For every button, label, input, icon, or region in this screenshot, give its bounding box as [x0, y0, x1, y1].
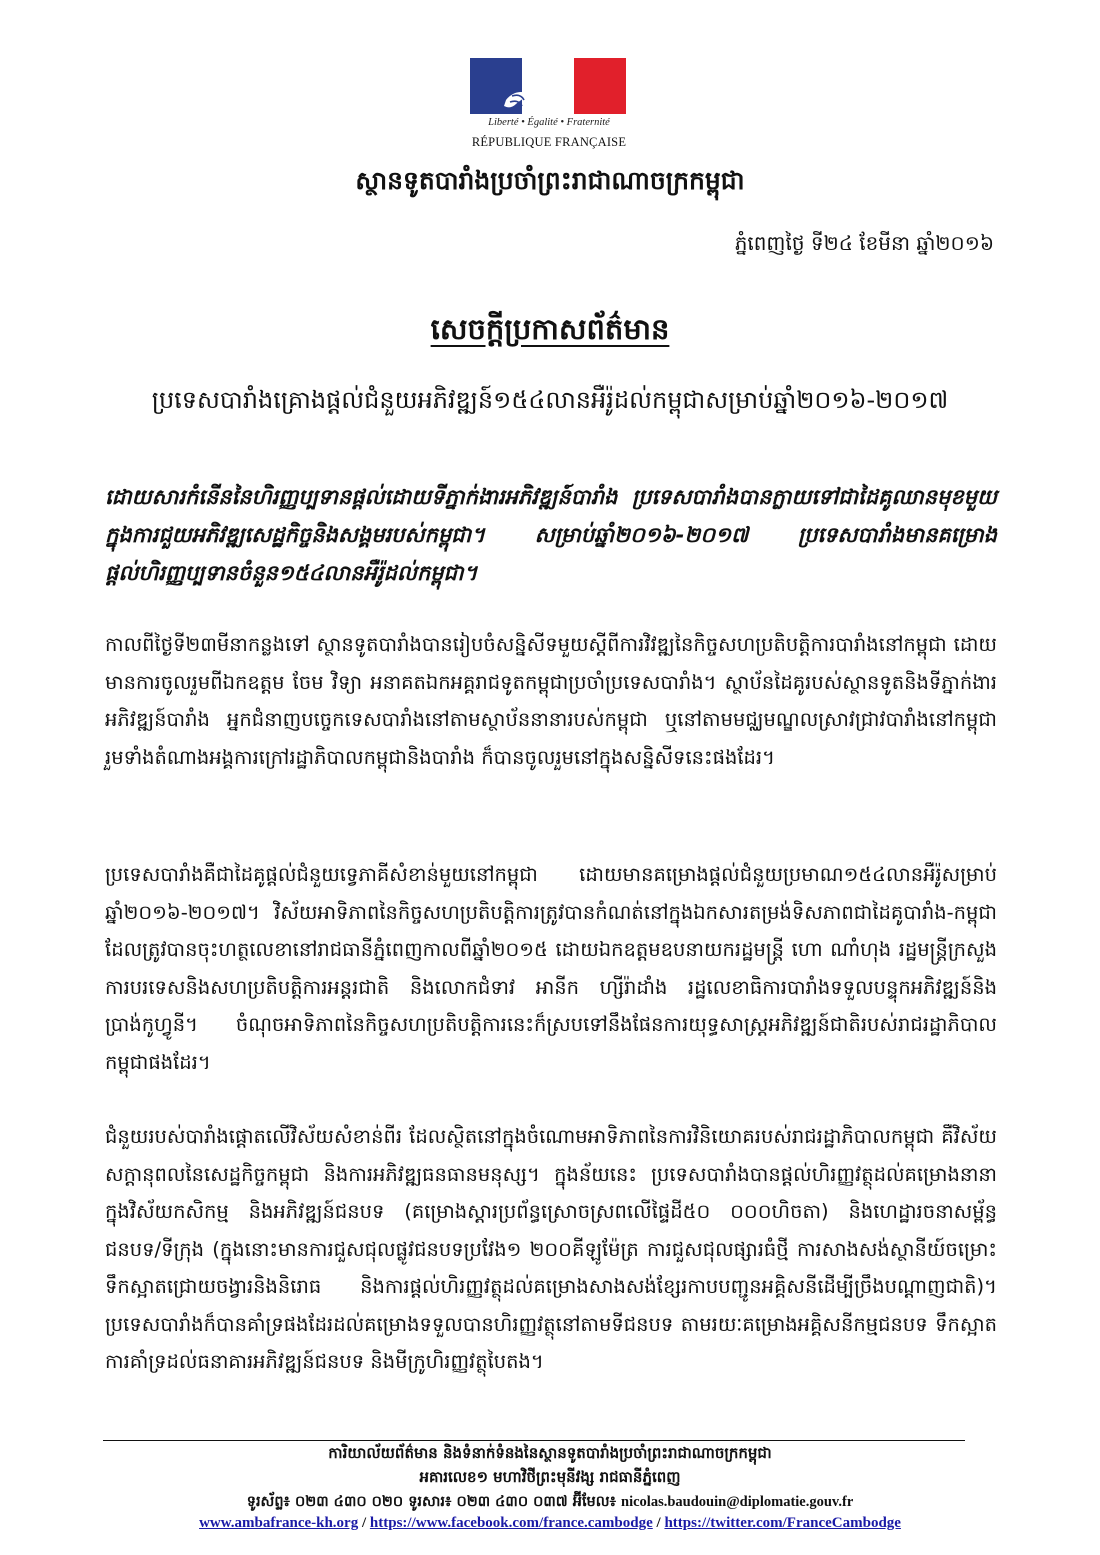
lead-paragraph: ដោយសារកំនើននៃហិរញ្ញប្បទានផ្តល់ដោយទីភ្នាក់ងារអភិវឌ្ឍន៍បារាំង ប្រទេសបារាំងបានក្លាយទៅជាដៃគូឈានមុខមួយក្នុងការជួយអភិវឌ្ឍសេដ្ឋកិច្ចនិងសង្គមរបស់កម្ពុជា។ សម្រាប់ឆ្នាំ២០១៦-២០១៧ ប្រទេសបារាំងមានគម្រោងផ្តល់ហិរញ្ញប្បទានចំនួន១៥៤លានអឺរ៉ូដល់កម្ពុជា។	[105, 485, 997, 585]
body-paragraph: កាលពីថ្ងៃទី២៣មីនាកន្លងទៅ ស្ថានទូតបារាំងបានរៀបចំសន្និសីទមួយស្តីពីការវិវឌ្ឍនៃកិច្ចសហប្រតិបត្តិការបារាំងនៅកម្ពុជា ដោយមានការចូលរួមពីឯកឧត្តម ចែម វិទ្យា អនាគតឯកអគ្គរាជទូតកម្ពុជាប្រចាំប្រទេសបារាំង។ ស្ថាប័នដៃគូរបស់ស្ថានទូតនិងទីភ្នាក់ងារអភិវឌ្ឍន៍បារាំង អ្នកជំនាញបច្ចេកទេសបារាំងនៅតាមស្ថាប័ននានារបស់កម្ពុជា ឬនៅតាមមជ្ឈមណ្ឌលស្រាវជ្រាវបារាំងនៅកម្ពុជា រួមទាំងតំណាងអង្គការក្រៅរដ្ឋាភិបាលកម្ពុជានិងបារាំង ក៏បានចូលរួមនៅក្នុងសន្និសីទនេះផងដែរ។	[105, 633, 997, 769]
fax-number: ០២៣ ៤៣០ ០៣៧	[456, 1494, 568, 1510]
date-line: ភ្នំពេញថ្ងៃ ទី២៤ ខែមីនា ឆ្នាំ២០១៦	[734, 231, 994, 255]
footer-address: អគារលេខ១ មហាវិថីព្រះមុនីវង្ស រាជធានីភ្នំពេញ	[419, 1468, 681, 1486]
body-paragraph: ប្រទេសបារាំងគឺជាដៃគូផ្តល់ជំនួយទ្វេភាគីសំខាន់មួយនៅកម្ពុជា ដោយមានគម្រោងផ្តល់ជំនួយប្រមាណ១៥៤លានអឺរ៉ូសម្រាប់ឆ្នាំ២០១៦-២០១៧។ វិស័យអាទិភាពនៃកិច្ចសហប្រតិបត្តិការត្រូវបានកំណត់នៅក្នុងឯកសារតម្រង់ទិសភាពជាដៃគូបារាំង-កម្ពុជា ដែលត្រូវបានចុះហត្ថលេខានៅរាជធានីភ្នំពេញកាលពីឆ្នាំ២០១៥ ដោយឯកឧត្តមឧបនាយករដ្ឋមន្ត្រី ហោ ណាំហុង រដ្ឋមន្ត្រីក្រសួងការបរទេសនិងសហប្រតិបត្តិការអន្តរជាតិ និងលោកជំទាវ អានីក ហ្សីរ៉ាដាំង រដ្ឋលេខាធិការបារាំងទទួលបន្ទុកអភិវឌ្ឍន៍និងប្រាង់កូហ្វូនី។ ចំណុចអាទិភាពនៃកិច្ចសហប្រតិបត្តិការនេះក៏ស្របទៅនឹងផែនការយុទ្ធសាស្ត្រអភិវឌ្ឍន៍ជាតិរបស់រាជរដ្ឋាភិបាលកម្ពុជាផងដែរ។	[105, 863, 997, 1074]
website-link[interactable]: www.ambafrance-kh.org	[199, 1515, 359, 1531]
page-subtitle: ប្រទេសបារាំងគ្រោងផ្តល់ជំនួយអភិវឌ្ឍន៍១៥៤លានអឺរ៉ូដល់កម្ពុជាសម្រាប់ឆ្នាំ២០១៦-២០១៧	[151, 386, 949, 414]
twitter-link[interactable]: https://twitter.com/FranceCambodge	[664, 1515, 901, 1531]
email-address[interactable]: nicolas.baudouin@diplomatie.gouv.fr	[621, 1494, 854, 1510]
link-separator: /	[361, 1515, 367, 1531]
footer-links	[0, 1515, 1100, 1532]
footer-office: ការិយាល័យព័ត៌មាន និងទំនាក់ទំនងនៃស្ថានទូតបារាំងប្រចាំព្រះរាជាណាចក្រកម្ពុជា	[328, 1444, 772, 1462]
phone-number: ០២៣ ៤៣០ ០២០	[295, 1494, 404, 1510]
footer-contacts	[0, 1493, 1100, 1514]
marianne-flag-icon	[466, 56, 632, 116]
email-label: អ៊ីមែល៖	[572, 1494, 616, 1510]
embassy-name: ស្ថានទូតបារាំងប្រចាំព្រះរាជាណាចក្រកម្ពុជា	[355, 166, 745, 195]
phone-label: ទូរស័ព្ទ៖	[246, 1494, 290, 1510]
page-title: សេចក្តីប្រកាសព័ត៌មាន	[430, 312, 670, 346]
logo-motto: Liberté • Égalité • Fraternité	[488, 117, 610, 128]
link-separator: /	[656, 1515, 661, 1531]
logo-republic: RÉPUBLIQUE FRANÇAISE	[471, 135, 627, 149]
body-paragraph: ជំនួយរបស់បារាំងផ្តោតលើវិស័យសំខាន់ពីរ ដែលស្ថិតនៅក្នុងចំណោមអាទិភាពនៃការវិនិយោគរបស់រាជរដ្ឋាភិបាលកម្ពុជា គឺវិស័យសក្តានុពលនៃសេដ្ឋកិច្ចកម្ពុជា និងការអភិវឌ្ឍធនធានមនុស្ស។ ក្នុងន័យនេះ ប្រទេសបារាំងបានផ្តល់ហិរញ្ញវត្ថុដល់គម្រោងនានាក្នុងវិស័យកសិកម្ម និងអភិវឌ្ឍន៍ជនបទ (គម្រោងស្តារប្រព័ន្ធស្រោចស្រពលើផ្ទៃដី៥០ ០០០ហិចតា) និងហេដ្ឋារចនាសម្ព័ន្ធជនបទ/ទីក្រុង (ក្នុងនោះមានការជួសជុលផ្លូវជនបទប្រវែង១ ២០០គីឡូម៉ែត្រ ការជួសជុលផ្សារធំថ្មី ការសាងសង់ស្ថានីយ៍ចម្រោះទឹកស្អាតជ្រោយចង្វារនិងនិរោធ និងការផ្តល់ហិរញ្ញវត្ថុដល់គម្រោងសាងសង់ខ្សែរកាបបញ្ជូនអគ្គិសនីដើម្បីច្រឹងបណ្តាញជាតិ)។ ប្រទេសបារាំងក៏បានគាំទ្រផងដែរដល់គម្រោងទទួលបានហិរញ្ញវត្ថុនៅតាមទីជនបទ តាមរយៈគម្រោងអគ្គិសនីកម្មជនបទ ទឹកស្អាត ការគាំទ្រដល់ធនាគារអភិវឌ្ឍន៍ជនបទ និងមីក្រូហិរញ្ញវត្ថុបៃតង។	[105, 1125, 997, 1373]
footer-divider	[103, 1440, 965, 1441]
fax-label: ទូរសារ៖	[408, 1494, 452, 1510]
facebook-link[interactable]: https://www.facebook.com/france.cambodge	[369, 1515, 653, 1531]
